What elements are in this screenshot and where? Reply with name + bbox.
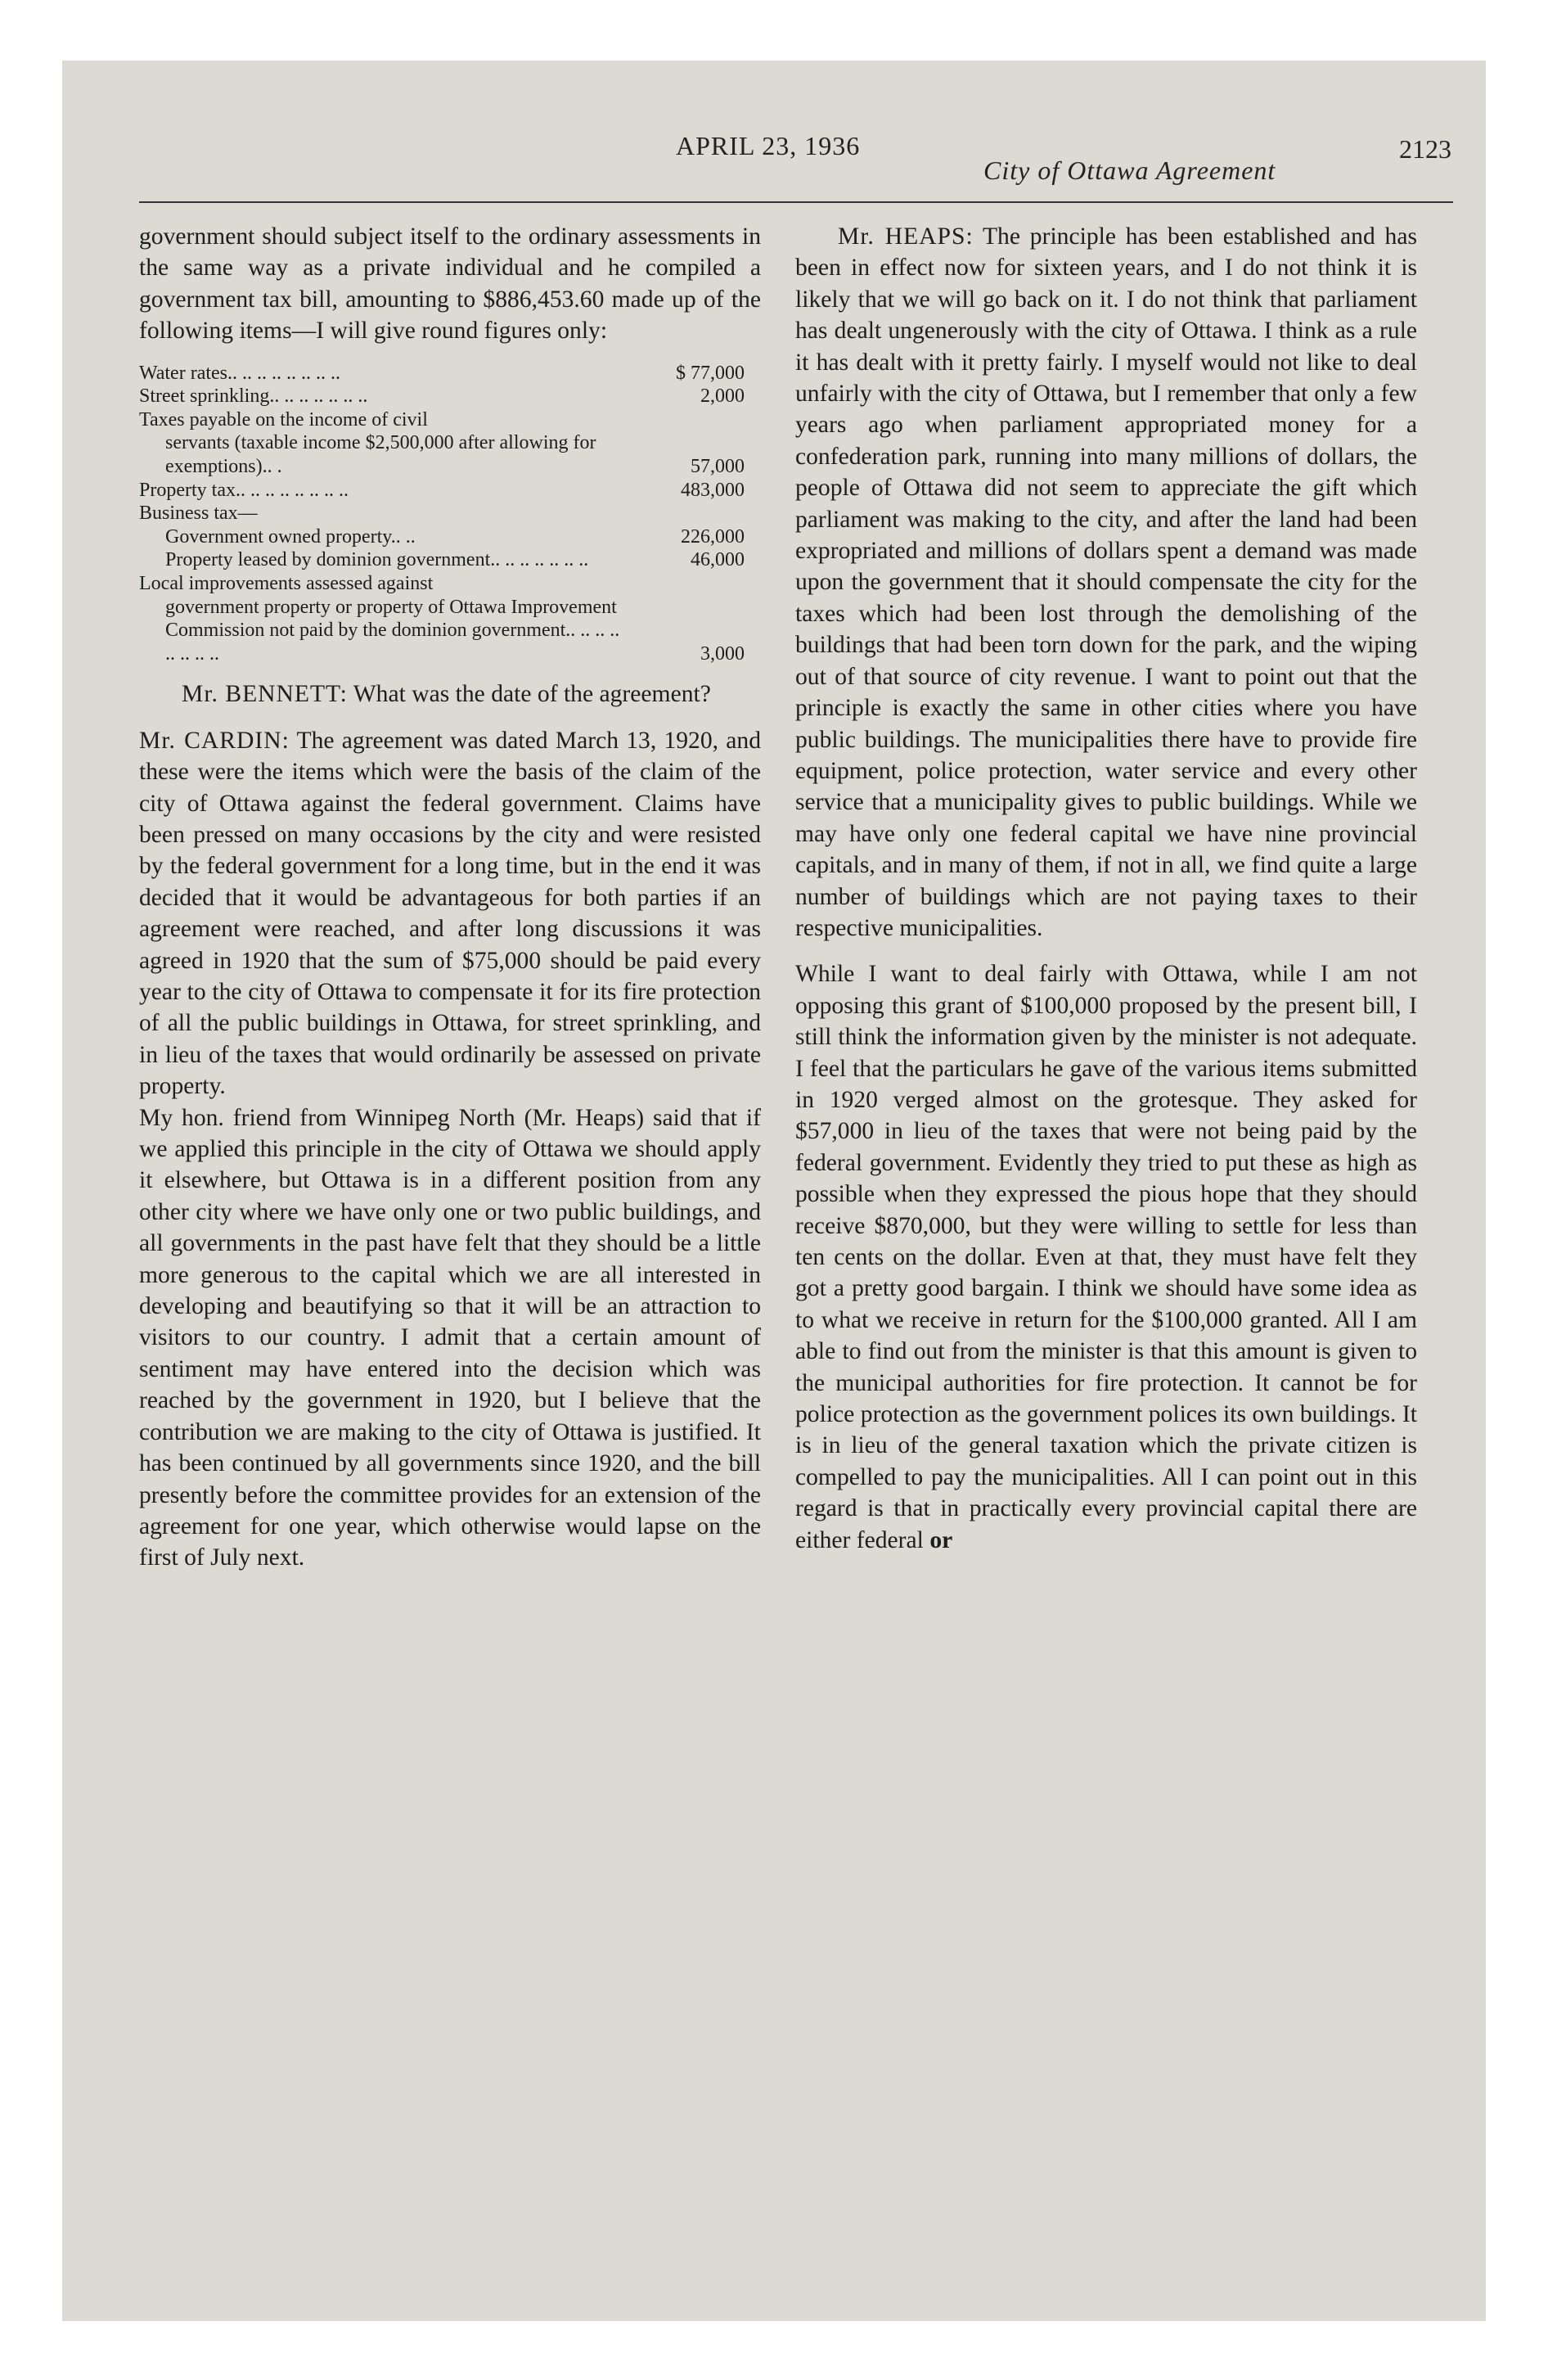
item-amount: 226,000 (681, 525, 745, 548)
item-label: Business tax— (139, 503, 258, 525)
item-amount: 2,000 (700, 385, 745, 408)
speaker-name: Mr. CARDIN: (139, 727, 290, 754)
speech-text: What was the date of the agreement? (353, 681, 711, 708)
header-rule (139, 201, 1453, 203)
left-paragraph-1: government should subject itself to the ordinary assessments in the same way as a private individual and he compiled a government tax bill, amounting to $886,453.60 made up of the following items—I will give round figures only: (139, 223, 761, 345)
table-row (139, 362, 745, 385)
item-label (139, 525, 627, 549)
item-label-continued: servants (taxable income $2,500,000 after allowing for exemptions).. . (165, 432, 596, 477)
header-title: City of Ottawa Agreement (983, 156, 1276, 185)
item-amount: 483,000 (681, 479, 745, 501)
right-paragraph-2 (795, 958, 1417, 1556)
table-row (139, 572, 745, 665)
table-row (139, 479, 745, 503)
document-page (62, 61, 1486, 2321)
item-label-continued: government property or property of Ottawa Improvement Commission not paid by the dominion government.. .. .. .. .. .. .. .. (165, 596, 620, 665)
right-paragraph-heaps (795, 221, 1417, 944)
item-label: Street sprinkling.. .. .. .. .. .. .. (139, 385, 368, 408)
item-label-line: Taxes payable on the income of civil (139, 408, 428, 430)
left-column (139, 221, 761, 1574)
item-label (139, 572, 627, 665)
speaker-name: Mr. HEAPS: (838, 223, 974, 250)
tax-items-table (139, 362, 745, 666)
item-amount: 57,000 (691, 456, 745, 477)
table-row (139, 385, 745, 408)
left-paragraph-bennett (139, 678, 761, 710)
header-date: APRIL 23, 1936 (676, 131, 861, 160)
table-row (139, 502, 745, 525)
item-amount: 3,000 (700, 642, 745, 665)
speech-text: The agreement was dated March 13, 1920, and these were the items which were the basis of the claim of the city of Ottawa against the federal government. Claims have been pressed on many occasions by the city and were resisted by the federal government for a long time, but in the end it was decided that it would be advantageous for both parties if an agreement were reached, and after long discussions it was agreed in 1920 that the sum of $75,000 should be paid every year to the city of Ottawa to compensate it for its fire protection of all the public buildings in Ottawa, for street sprinkling, and in lieu of the taxes that would ordinarily be assessed on private property. (139, 727, 761, 1100)
item-label (139, 548, 627, 572)
item-label-line: Local improvements assessed against (139, 572, 434, 594)
left-paragraph-cardin (139, 725, 761, 1102)
speaker-name: Mr. BENNETT: (182, 681, 348, 708)
item-label-continued: Property leased by dominion government.. .. .. .. .. .. .. (165, 549, 589, 571)
speech-text: While I want to deal fairly with Ottawa, while I am not opposing this grant of $100,000 proposed by the present bill, I still think the information given by the minister is not adequate. I feel that the particulars he gave of the various items submitted in 1920 verged almost on the grotesque. They asked for $57,000 in lieu of the taxes that were not being paid by the federal government. Evidently they tried to put these as high as possible when they expressed the pious hope that they should receive $870,000, but they were willing to settle for less than ten cents on the dollar. Even at that, they must have felt they got a pretty good bargain. I think we should have some idea as to what we receive in return for the $100,000 granted. All I am able to find out from the minister is that this amount is given to the municipal authorities for fire protection. It cannot be for police protection as the government polices its own buildings. It is in lieu of the general taxation which the private citizen is compelled to pay the municipalities. All I can point out in this regard is that in practically every provincial capital there are either federal (795, 961, 1417, 1553)
table-row (139, 548, 745, 572)
right-column (795, 221, 1417, 1556)
item-label: Property tax.. .. .. .. .. .. .. .. (139, 479, 349, 501)
speech-text: The principle has been established and has been in effect now for sixteen years, and I do not think it is likely that we will go back on it. I do not think that parliament has dealt ungenerously with the city of Ottawa. I think as a rule it has dealt with it pretty fairly. I myself would not like to deal unfairly with the city of Ottawa, but I remember that only a few years ago when parliament appropriated money for a confederation park, running into many millions of dollars, the people of Ottawa did not seem to appreciate the gift which parliament was making to the city, and after the land had been expropriated and millions of dollars spent a demand was made upon the government that it should compensate the city for the taxes which had been lost through the demolishing of the buildings that had been torn down for the park, and the wiping out of that source of city revenue. I want to point out that the principle is exactly the same in other cities where you have public buildings. The municipalities there have to provide fire equipment, police protection, water service and every other service that a municipality gives to public buildings. While we may have only one federal capital we have nine provincial capitals, and in many of them, if not in all, we find quite a large number of buildings which are not paying taxes to their respective municipalities. (795, 223, 1417, 941)
item-label (139, 408, 627, 479)
item-label: Water rates.. .. .. .. .. .. .. .. (139, 362, 340, 384)
item-amount: 46,000 (691, 549, 745, 571)
page-number: 2123 (1399, 134, 1451, 164)
item-amount: $ 77,000 (676, 362, 745, 384)
table-row (139, 525, 745, 549)
last-word: or (929, 1526, 953, 1553)
page-header (141, 131, 1453, 185)
left-paragraph-4: My hon. friend from Winnipeg North (Mr. Heaps) said that if we applied this principle in the city of Ottawa we should apply it elsewhere, but Ottawa is in a different position from any other city where we have only one or two public buildings, and all governments in the past have felt that they should be a little more generous to the capital which we are all interested in developing and beautifying so that it will be an attraction to visitors to our country. I admit that a certain amount of sentiment may have entered into the decision which was reached by the government in 1920, but I believe that the contribution we are making to the city of Ottawa is justified. It has been continued by all governments since 1920, and the bill presently before the committee provides for an extension of the agreement for one year, which otherwise would lapse on the first of July next. (139, 1104, 761, 1571)
table-row (139, 408, 745, 479)
item-label-continued: Government owned property.. .. (165, 525, 416, 548)
